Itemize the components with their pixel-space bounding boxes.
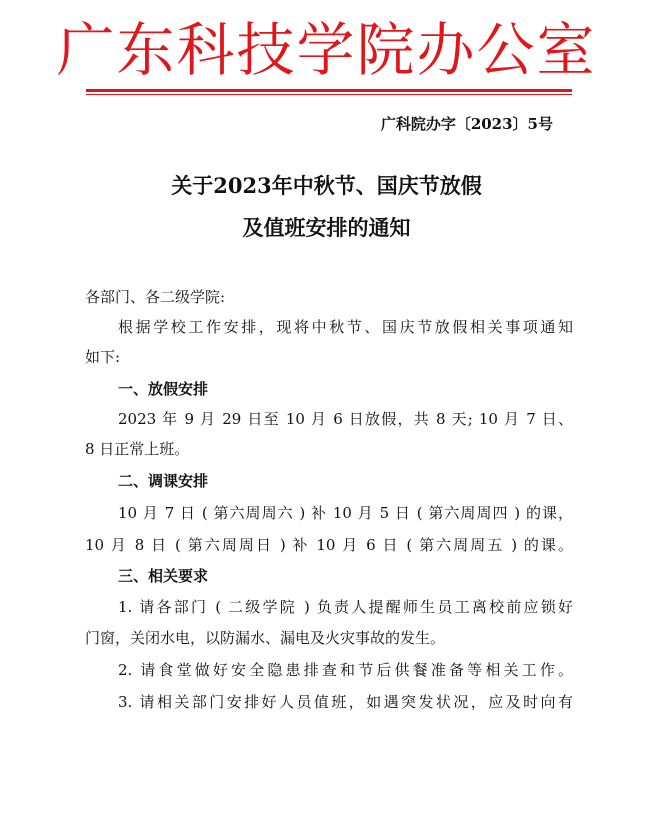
requirement-3-line-1: 3. 请相关部门安排好人员值班，如遇突发状况，应及时向有 <box>118 693 573 711</box>
document-title-line-2: 及值班安排的通知 <box>242 215 411 240</box>
holiday-line-1: 2023 年 9 月 29 日至 10 月 6 日放假，共 8 天; 10 月 7 日、 <box>118 410 573 428</box>
requirement-2: 2. 请食堂做好安全隐患排查和节后供餐准备等相关工作。 <box>118 661 573 679</box>
intro-line-2: 如下: <box>85 348 121 366</box>
header-red-rule-thin <box>86 94 572 95</box>
holiday-line-2: 8 日正常上班。 <box>85 440 190 458</box>
requirement-1-line-1: 1. 请各部门 ( 二级学院 ) 负责人提醒师生员工离校前应锁好 <box>118 598 573 616</box>
organization-header: 广东科技学院办公室 <box>56 16 597 84</box>
class-swap-line-1: 10 月 7 日 ( 第六周周六 ) 补 10 月 5 日 ( 第六周周四 ) 的课， <box>118 504 573 522</box>
section-heading-class-swap: 二、调课安排 <box>118 472 209 490</box>
requirement-1-line-2: 门窗，关闭水电，以防漏水、漏电及火灾事故的发生。 <box>85 629 446 647</box>
salutation: 各部门、各二级学院: <box>85 288 226 306</box>
class-swap-line-2: 10 月 8 日 ( 第六周周日 ) 补 10 月 6 日 ( 第六周周五 ) 的课。 <box>85 536 573 554</box>
document-title-line-1: 关于2023年中秋节、国庆节放假 <box>171 173 482 198</box>
document-number: 广科院办字〔2023〕5号 <box>380 115 553 133</box>
header-red-rule-thick <box>86 89 572 92</box>
section-heading-holiday: 一、放假安排 <box>118 380 209 398</box>
intro-line-1: 根据学校工作安排，现将中秋节、国庆节放假相关事项通知 <box>118 318 573 336</box>
section-heading-requirements: 三、相关要求 <box>118 567 209 585</box>
